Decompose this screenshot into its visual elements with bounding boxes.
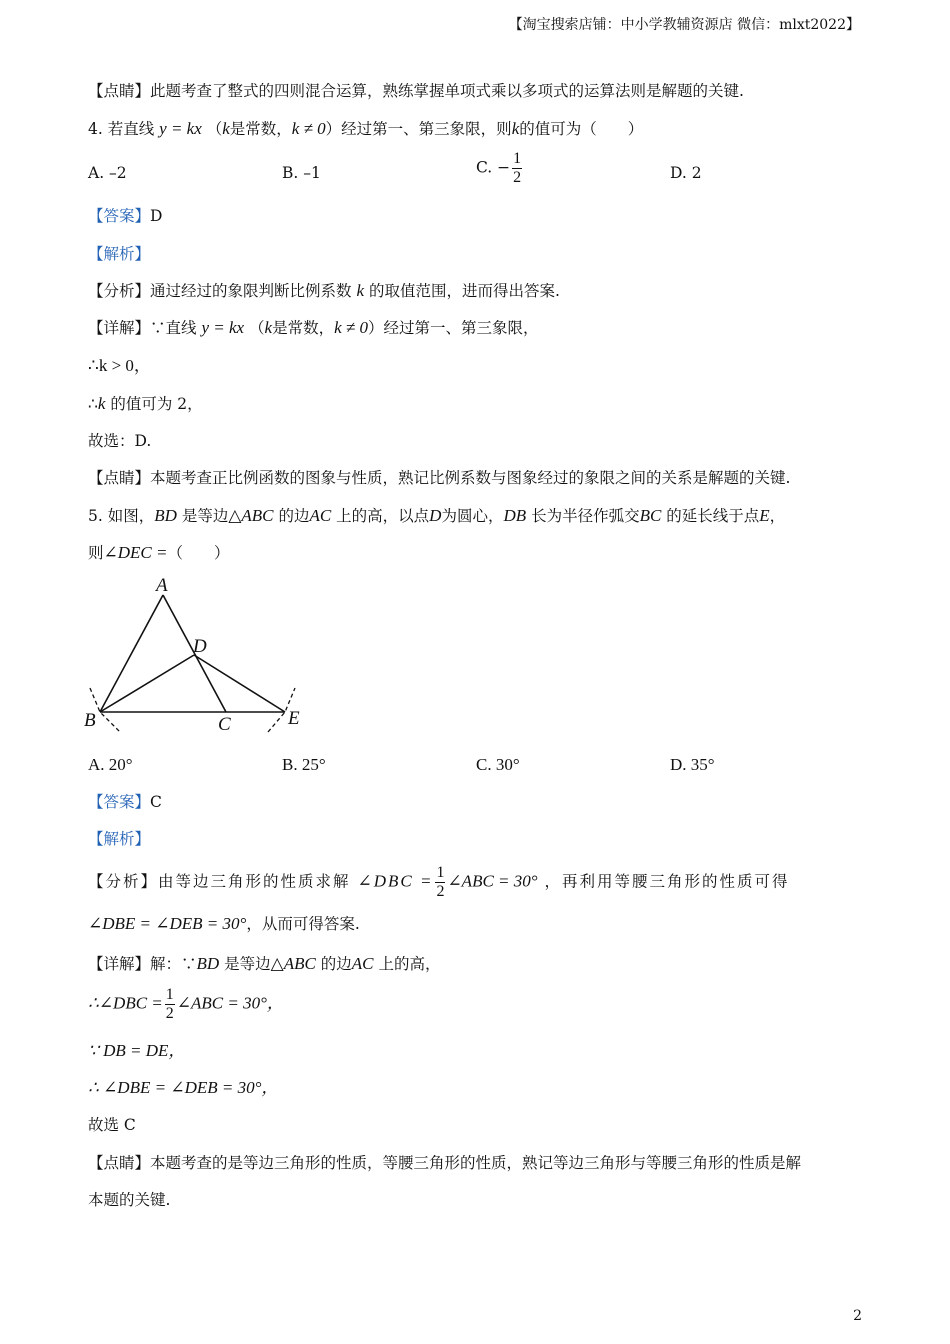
- q4-dianjing: 【点睛】本题考查正比例函数的图象与性质，熟记比例系数与图象经过的象限之间的关系是解题的关键.: [88, 469, 791, 487]
- q5-step2: ∵ DB = DE，: [88, 1041, 186, 1060]
- label-e: E: [288, 708, 300, 729]
- q5-stem-line1: 5. 如图，BD 是等边△ABC 的边AC 上的高，以点D为圆心，DB 长为半径作弧交BC 的延长线于点E，: [88, 506, 786, 525]
- segment-bd: [100, 655, 194, 712]
- label-d: D: [193, 636, 207, 657]
- q4-jiexi: 【解析】: [88, 245, 151, 263]
- label-c: C: [218, 714, 231, 735]
- q5-option-d: D. 35°: [670, 755, 715, 774]
- prev-dianjing-line: 【点睛】此题考查了整式的四则混合运算，熟练掌握单项式乘以多项式的运算法则是解题的关键.: [88, 82, 744, 100]
- q4-option-a: A. –2: [88, 164, 127, 182]
- triangle-figure: [80, 575, 320, 740]
- q5-step1: ∴∠DBC = $\frac{1}{2}$ ∠ABC = 30°，: [88, 986, 284, 1022]
- q5-stem-line2: 则∠DEC =（ ）: [88, 543, 230, 562]
- dianjing-tag: 【点睛】: [88, 82, 151, 100]
- q5-option-a: A. 20°: [88, 755, 133, 774]
- q5-fenxi-line1: 【分析】由等边三角形的性质求解 ∠DBC = $\frac{1}{2}$ ∠ABC = 30° ，再利用等腰三角形的性质可得: [88, 864, 790, 900]
- q5-option-c: C. 30°: [476, 755, 520, 774]
- label-b: B: [84, 710, 96, 731]
- q4-option-b: B. –1: [282, 164, 321, 182]
- page-header-watermark: 【淘宝搜索店铺：中小学教辅资源店 微信：mlxt2022】: [508, 17, 860, 33]
- q5-jiexi: 【解析】: [88, 830, 151, 848]
- page-number: 2: [853, 1308, 862, 1324]
- q4-choose: 故选：D.: [88, 432, 152, 450]
- q5-choose: 故选 C: [88, 1116, 136, 1134]
- q5-xiangjie: 【详解】解：∵BD 是等边△ABC 的边AC 上的高，: [88, 954, 441, 973]
- label-a: A: [156, 575, 168, 596]
- q5-fenxi-line2: ∠DBE = ∠DEB = 30°，从而可得答案.: [88, 914, 360, 933]
- q5-step3: ∴ ∠DBE = ∠DEB = 30°，: [88, 1078, 279, 1097]
- segment-ab: [100, 595, 163, 712]
- q4-option-c: C. − $\frac{1}{2}$: [476, 150, 522, 186]
- q4-stem: 4. 若直线 y = kx （k是常数，k ≠ 0）经过第一、第三象限，则k的值可为（ ）: [88, 119, 644, 138]
- q5-answer: 【答案】C: [88, 793, 162, 811]
- q4-fenxi: 【分析】通过经过的象限判断比例系数 k 的取值范围，进而得出答案.: [88, 281, 560, 300]
- segment-de: [194, 655, 285, 712]
- q4-step2: ∴k 的值可为 2，: [88, 394, 203, 413]
- q4-option-d: D. 2: [670, 164, 702, 182]
- q4-xiangjie: 【详解】∵直线 y = kx （k是常数，k ≠ 0）经过第一、第三象限，: [88, 318, 539, 337]
- q4-step1: ∴k > 0，: [88, 356, 151, 375]
- q5-dianjing-line2: 本题的关键.: [88, 1191, 171, 1209]
- q5-option-b: B. 25°: [282, 755, 326, 774]
- q4-answer: 【答案】D: [88, 207, 163, 225]
- q5-dianjing-line1: 【点睛】本题考查的是等边三角形的性质，等腰三角形的性质，熟记等边三角形与等腰三角形的性质是解: [88, 1154, 802, 1172]
